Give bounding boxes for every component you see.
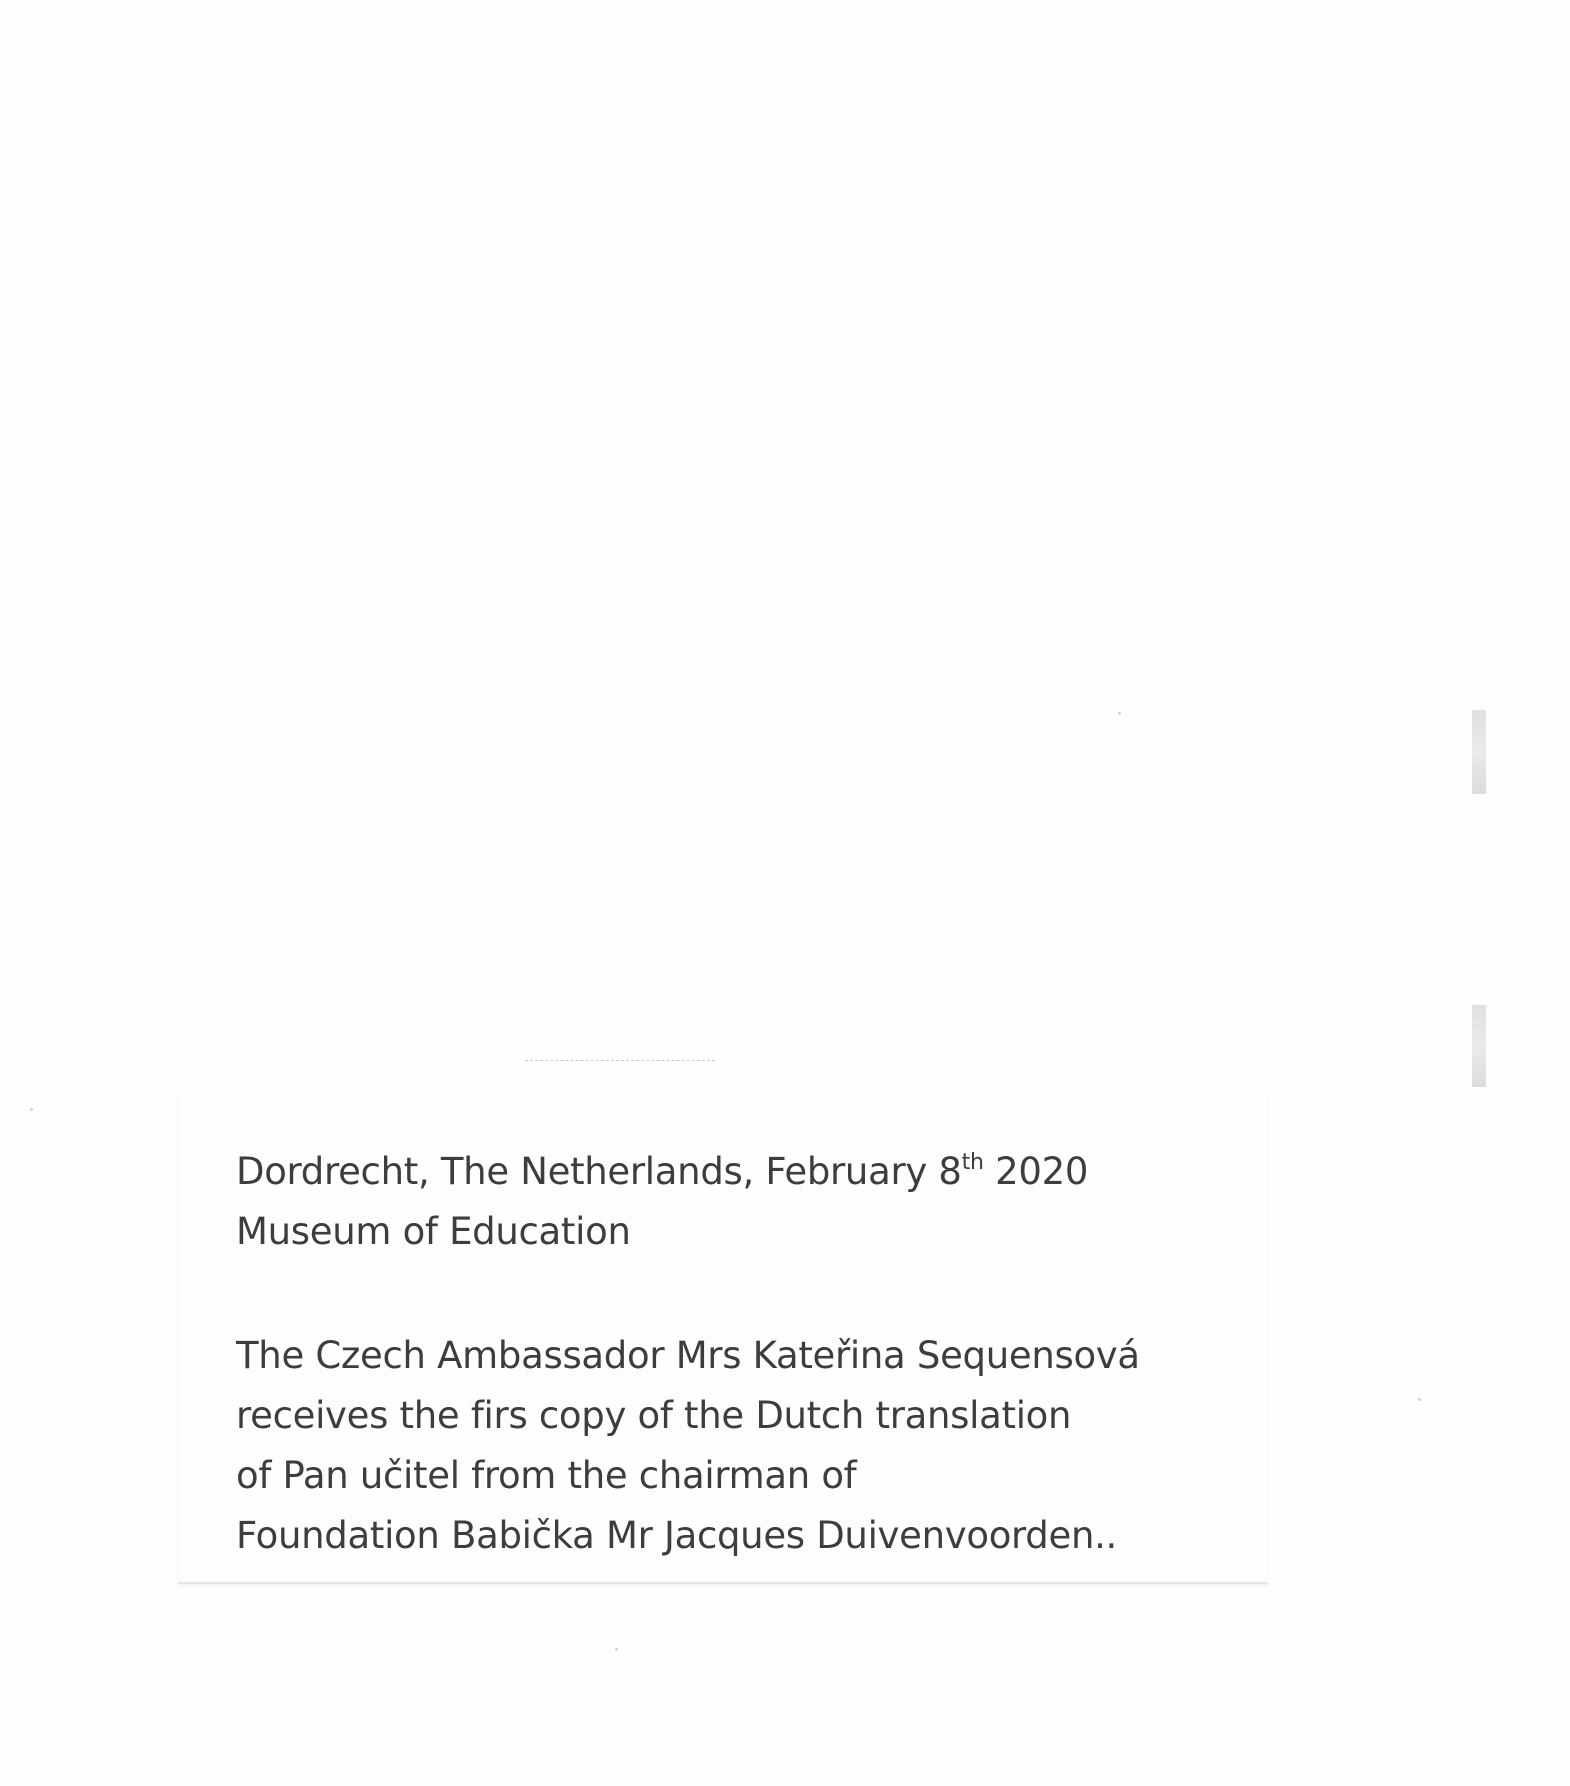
- scan-speck: [1418, 1398, 1421, 1401]
- location-date-text: Dordrecht, The Netherlands, February 8: [236, 1150, 962, 1193]
- caption-line: receives the firs copy of the Dutch translation: [236, 1394, 1072, 1437]
- scanner-mark: [1472, 1005, 1486, 1087]
- caption-line: of Pan učitel from the chairman of: [236, 1454, 857, 1497]
- scan-speck: [1118, 712, 1121, 715]
- scan-speck: [30, 1108, 33, 1111]
- caption-line: The Czech Ambassador Mrs Kateřina Sequensová: [236, 1334, 1140, 1377]
- location-date-block: [236, 1142, 1088, 1262]
- scan-speck: [615, 1648, 618, 1651]
- caption-line: Foundation Babička Mr Jacques Duivenvoorden..: [236, 1514, 1118, 1557]
- ordinal-suffix: th: [961, 1150, 984, 1175]
- venue-line: Museum of Education: [236, 1210, 631, 1253]
- scan-dash-artifact: [525, 1060, 715, 1061]
- year-text: 2020: [983, 1150, 1089, 1193]
- scanner-mark: [1472, 710, 1486, 794]
- caption-block: [236, 1326, 1140, 1566]
- location-date-line: [236, 1142, 1088, 1202]
